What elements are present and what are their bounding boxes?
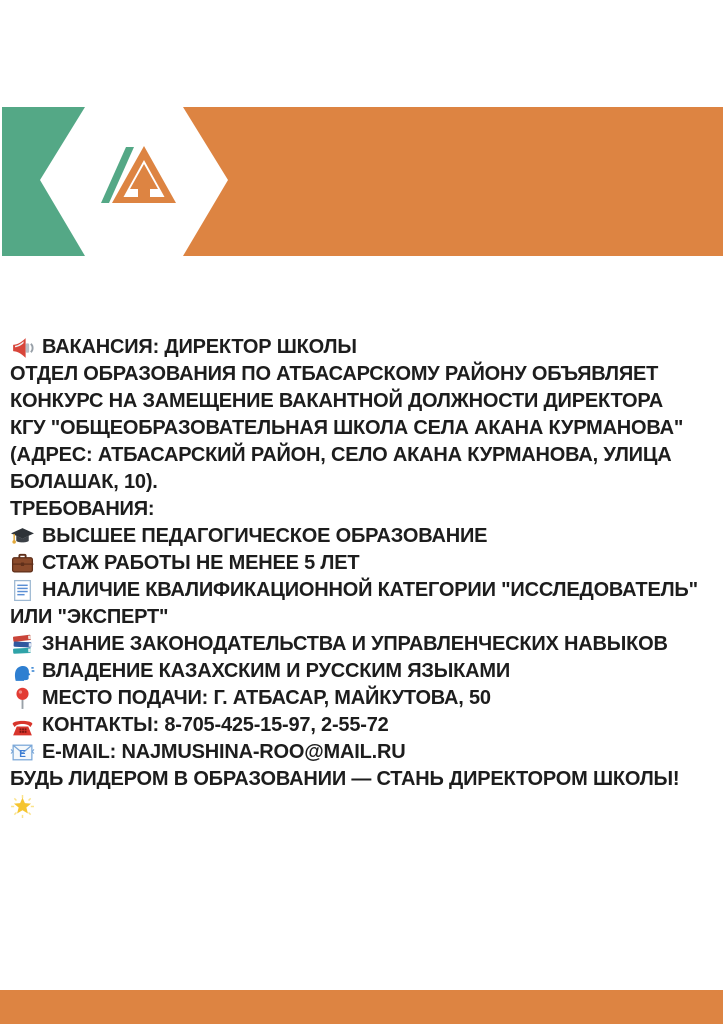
books-icon: [10, 632, 35, 657]
line-text: (АДРЕС: АТБАСАРСКИЙ РАЙОН, СЕЛО АКАНА КУРМАНОВА, УЛИЦА: [10, 444, 672, 466]
line-school-name: [10, 415, 716, 442]
line-text: ИЛИ "ЭКСПЕРТ": [10, 606, 169, 628]
footer-orange-bar: [0, 990, 723, 1024]
line-languages: [10, 658, 716, 685]
line-text: БУДЬ ЛИДЕРОМ В ОБРАЗОВАНИИ — СТАНЬ ДИРЕКТОРОМ ШКОЛЫ!: [10, 768, 680, 790]
line-text: ЗНАНИЕ ЗАКОНОДАТЕЛЬСТВА И УПРАВЛЕНЧЕСКИХ НАВЫКОВ: [42, 633, 668, 655]
line-text: ВЛАДЕНИЕ КАЗАХСКИМ И РУССКИМ ЯЗЫКАМИ: [42, 660, 511, 682]
line-star: [10, 793, 716, 820]
line-education: [10, 523, 716, 550]
vacancy-text-block: [10, 334, 716, 820]
line-address-1: [10, 442, 716, 469]
line-text: МЕСТО ПОДАЧИ: Г. АТБАСАР, МАЙКУТОВА, 50: [42, 687, 491, 709]
telephone-icon: [10, 713, 35, 738]
speaking-head-icon: [10, 659, 35, 684]
line-text: КОНКУРС НА ЗАМЕЩЕНИЕ ВАКАНТНОЙ ДОЛЖНОСТИ ДИРЕКТОРА: [10, 390, 663, 412]
line-category-continued: [10, 604, 716, 631]
line-text: КГУ "ОБЩЕОБРАЗОВАТЕЛЬНАЯ ШКОЛА СЕЛА АКАНА КУРМАНОВА": [10, 417, 684, 439]
megaphone-icon: [10, 335, 35, 360]
header-banner: [0, 0, 723, 260]
line-vacancy-title: [10, 334, 716, 361]
line-text: СТАЖ РАБОТЫ НЕ МЕНЕЕ 5 ЛЕТ: [42, 552, 360, 574]
line-slogan: [10, 766, 716, 793]
line-text: ВЫСШЕЕ ПЕДАГОГИЧЕСКОЕ ОБРАЗОВАНИЕ: [42, 525, 488, 547]
line-text: E-MAIL: NAJMUSHINA-ROO@MAIL.RU: [42, 741, 406, 763]
line-knowledge: [10, 631, 716, 658]
line-address-2: [10, 469, 716, 496]
line-text: ВАКАНСИЯ: ДИРЕКТОР ШКОЛЫ: [42, 336, 357, 358]
line-text: ОТДЕЛ ОБРАЗОВАНИЯ ПО АТБАСАРСКОМУ РАЙОНУ ОБЪЯВЛЯЕТ: [10, 363, 659, 385]
line-announcement-1: [10, 361, 716, 388]
line-contacts: [10, 712, 716, 739]
line-experience: [10, 550, 716, 577]
briefcase-icon: [10, 551, 35, 576]
line-category: [10, 577, 716, 604]
line-email: [10, 739, 716, 766]
mountain-arrow-logo: [101, 146, 176, 203]
line-text: БОЛАШАК, 10).: [10, 471, 158, 493]
line-requirements-heading: [10, 496, 716, 523]
line-apply-place: [10, 685, 716, 712]
round-pin-icon: [10, 686, 35, 711]
orange-banner-block: [183, 107, 723, 256]
line-text: КОНТАКТЫ: 8-705-425-15-97, 2-55-72: [42, 714, 389, 736]
line-text: НАЛИЧИЕ КВАЛИФИКАЦИОННОЙ КАТЕГОРИИ "ИССЛЕДОВАТЕЛЬ": [42, 579, 698, 601]
line-announcement-2: [10, 388, 716, 415]
email-icon: [10, 740, 35, 765]
glowing-star-icon: [10, 794, 35, 819]
green-notched-block: [2, 107, 85, 256]
document-icon: [10, 578, 35, 603]
line-text: ТРЕБОВАНИЯ:: [10, 498, 155, 520]
svg-text:E: E: [19, 749, 26, 761]
graduation-cap-icon: [10, 524, 35, 549]
